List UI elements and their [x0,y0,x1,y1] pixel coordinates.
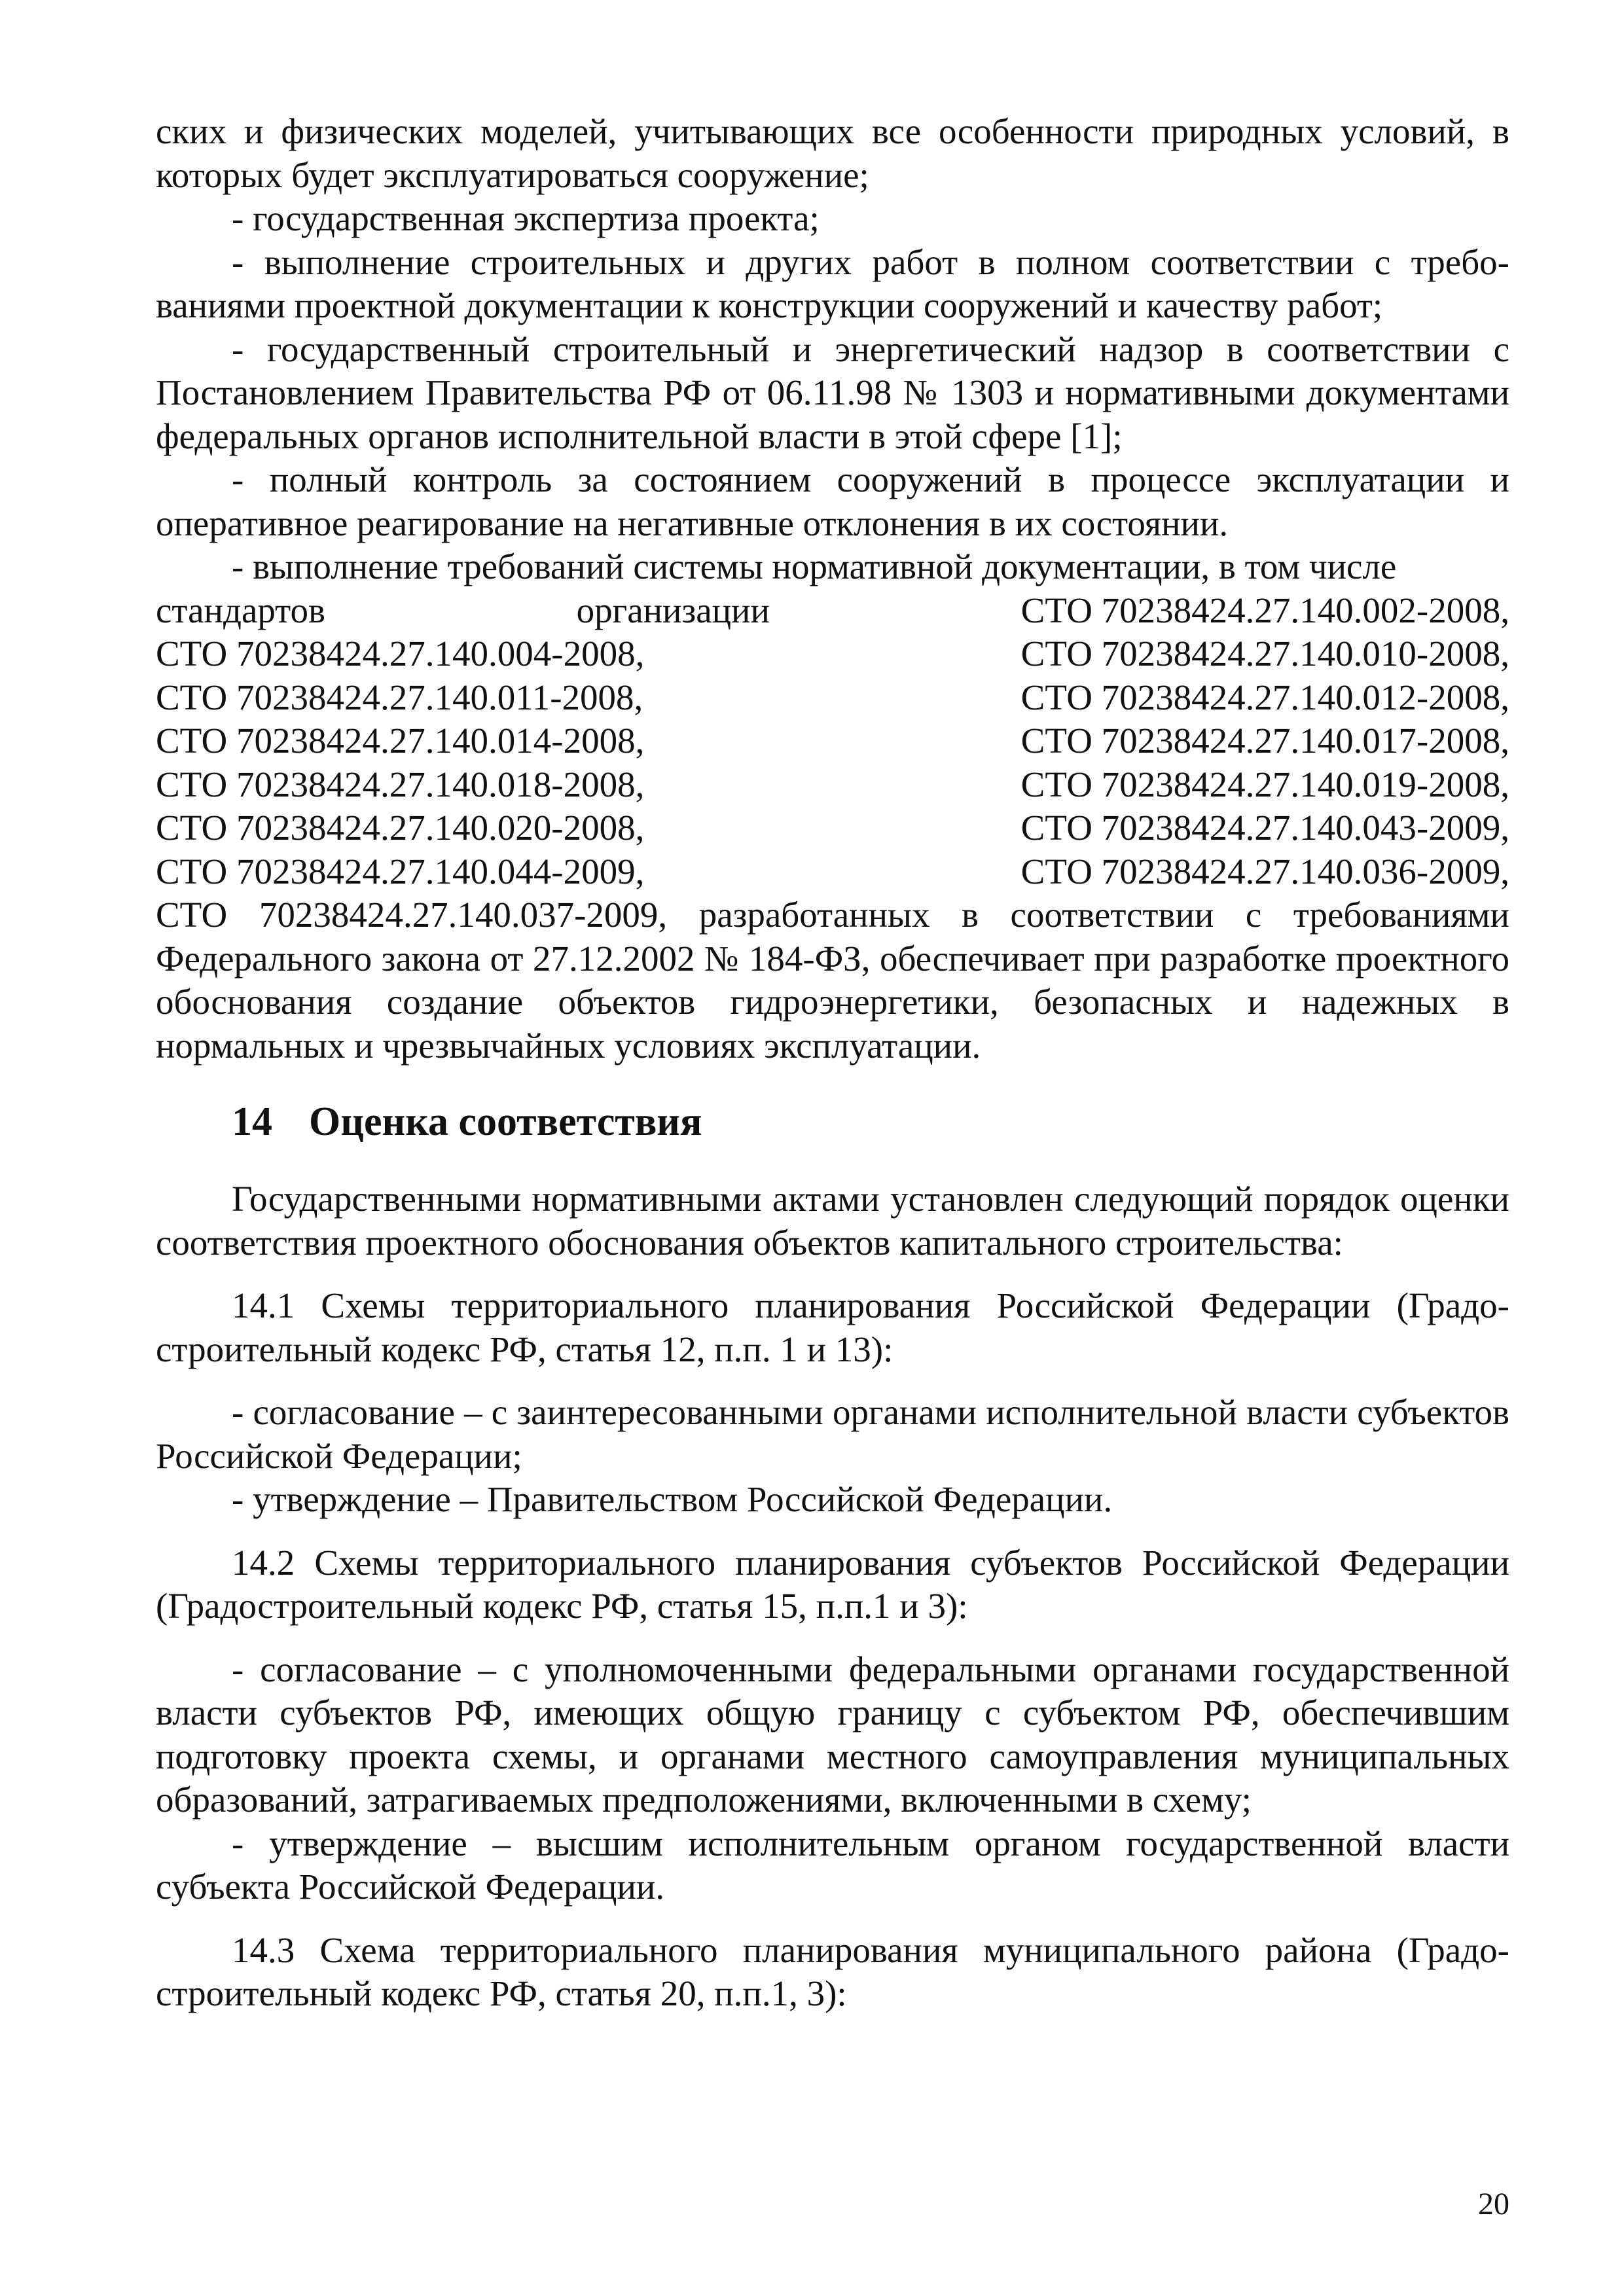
standard-code: СТО 70238424.27.140.036-2009, [1020,851,1509,891]
page-content [156,110,1509,2016]
paragraph-continuation: ских и физических моделей, учитывающих все особенности природных условий, в которых будет эксплуатироваться сооружение; [156,111,1509,195]
clause-14-3: 14.3 Схема территориального планирования муниципального района (Градостроительный кодекс РФ, статья 20, п.п.1, 3): [156,1929,1509,2013]
section-number: 14 [232,1100,272,1144]
clause-14-1: 14.1 Схемы территориального планирования Российской Федерации (Градостроительный кодекс РФ, статья 12, п.п. 1 и 13): [156,1285,1509,1369]
clause-14-2-bullet-confirmation: - утверждение – высшим исполнительным органом государственной власти субъекта Российской Федерации. [156,1823,1509,1907]
bullet-requirements: - выполнение требований системы нормативной документации, в том числе [232,547,1397,586]
standard-code: СТО 70238424.27.140.002-2008, [1020,590,1509,630]
clause-14-2: 14.2 Схемы территориального планирования субъектов Российской Федерации (Градостроительный кодекс РФ, статья 15, п.п.1 и 3): [156,1542,1509,1626]
standard-code: СТО 70238424.27.140.004-2008, [156,634,645,673]
standard-code: СТО 70238424.27.140.014-2008, [156,721,645,761]
standards-word: стандартов [156,590,325,630]
page-number: 20 [1478,2187,1509,2221]
bullet-control: - полный контроль за состоянием сооружений в процессе эксплуатации и оперативное реагирование на негативные отклонения в их состоянии. [156,459,1509,543]
bullet-construction: - выполнение строительных и других работ в полном соответствии с требованиями проектной документации к конструкции сооружений и качеству работ; [156,242,1509,325]
standard-code: СТО 70238424.27.140.043-2009, [1020,808,1509,848]
standard-code: СТО 70238424.27.140.011-2008, [156,677,643,717]
standard-code: СТО 70238424.27.140.018-2008, [156,764,645,804]
standard-code: СТО 70238424.27.140.017-2008, [1020,721,1509,761]
standards-row [156,589,1509,633]
standard-code: СТО 70238424.27.140.012-2008, [1020,677,1509,717]
standard-code: СТО 70238424.27.140.010-2008, [1020,634,1509,673]
standards-row [156,850,1509,894]
standards-row [156,719,1509,763]
standards-tail-paragraph: СТО 70238424.27.140.037-2009, разработанных в соответствии с требованиями Федерального закона от 27.12.2002 № 184-ФЗ, обеспечивает при разработке проектного обоснования создание объектов гидроэнергетики, безопасных и надежных в нормальных и чрезвычайных условиях эксплуатации. [156,895,1509,1066]
standard-code: СТО 70238424.27.140.044-2009, [156,851,645,891]
section-heading [156,1098,1509,1146]
standards-row [156,632,1509,676]
standards-row [156,763,1509,807]
bullet-expertise: - государственная экспертиза проекта; [232,198,820,238]
standards-row [156,676,1509,720]
clause-14-2-bullet-approval: - согласование – с уполномоченными федеральными органами государственной власти субъектов РФ, имеющих общую границу с субъектом РФ, обеспечившим подготовку проекта схемы, и органами местного самоуправления муниципальных образований, затрагиваемых предположениями, включенными в схему; [156,1649,1509,1820]
section-intro: Государственными нормативными актами установлен следующий порядок оценки соответствия проектного обоснования объектов капитального строительства: [156,1179,1509,1263]
clause-14-1-bullet-confirmation: - утверждение – Правительством Российской Федерации. [232,1479,1113,1519]
standard-code: СТО 70238424.27.140.020-2008, [156,808,645,848]
standard-code: СТО 70238424.27.140.019-2008, [1020,764,1509,804]
clause-14-1-bullet-approval: - согласование – с заинтересованными органами исполнительной власти субъектов Российской Федерации; [156,1392,1509,1476]
standards-row [156,806,1509,850]
organization-word: организации [576,590,770,630]
section-title: Оценка соответствия [309,1100,702,1144]
bullet-supervision: - государственный строительный и энергетический надзор в соответствии с Постановлением Правительства РФ от 06.11.98 № 1303 и нормативными документами федеральных органов исполнительной власти в этой сфере [1]; [156,329,1509,456]
